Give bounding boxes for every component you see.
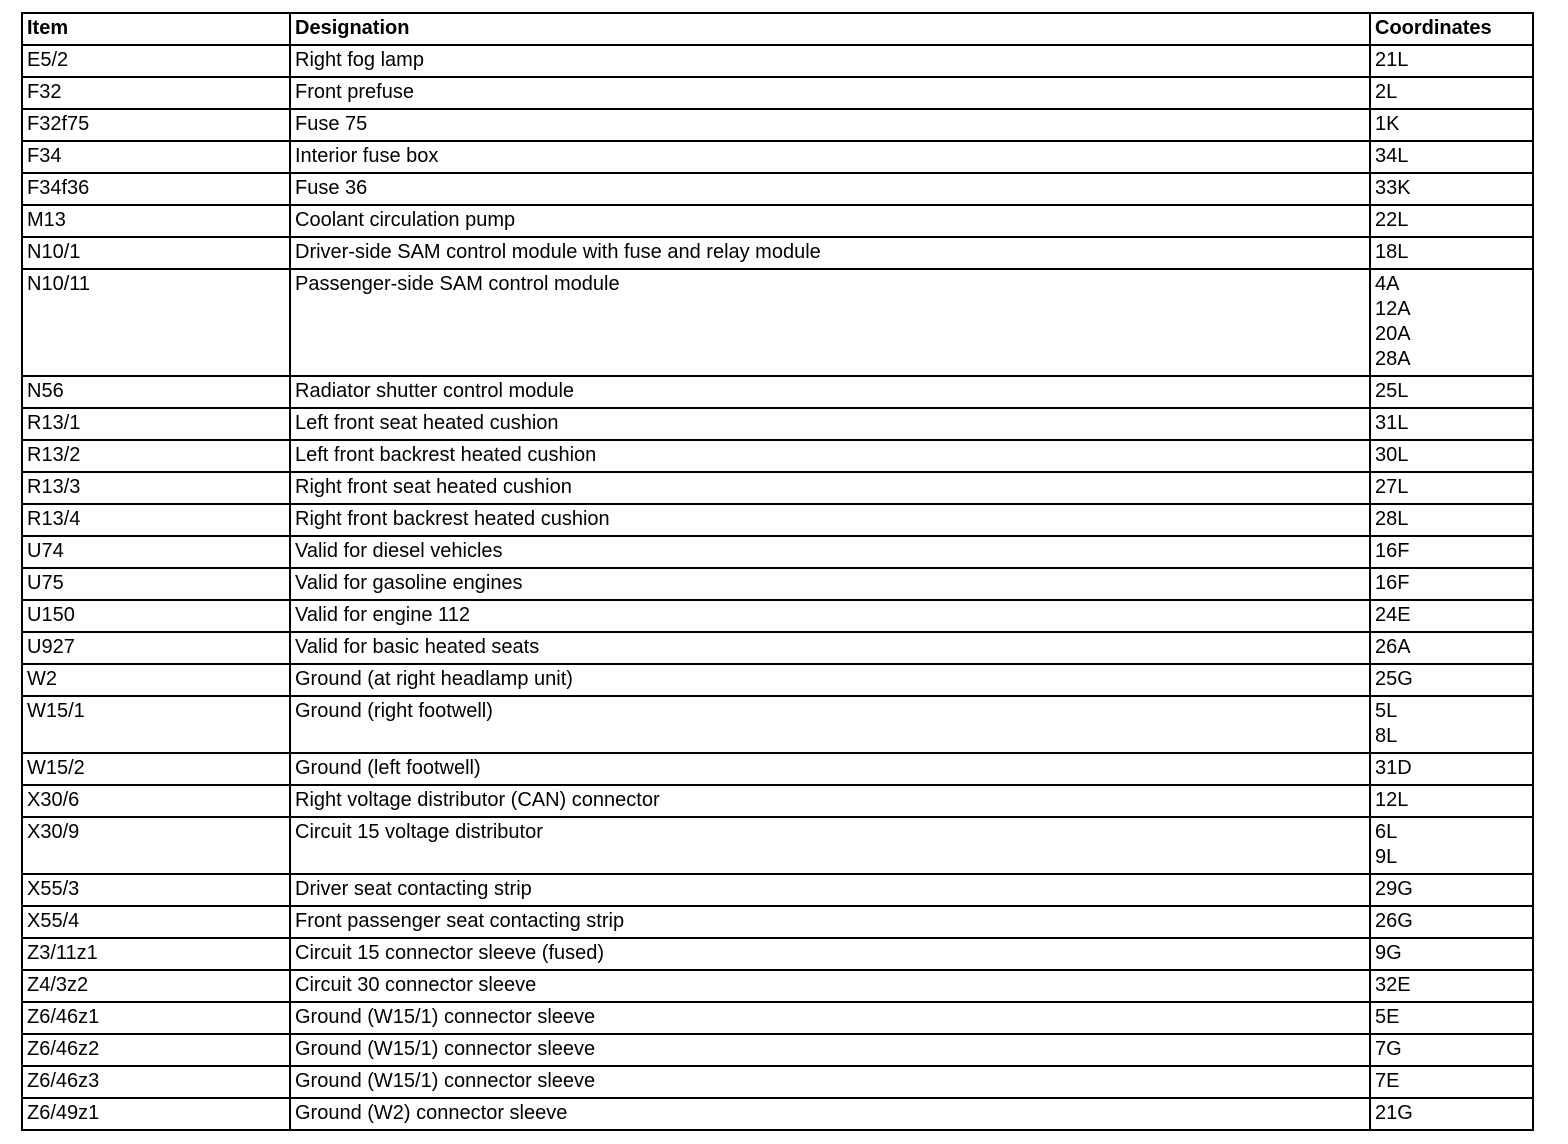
designation-cell: Right front seat heated cushion <box>290 472 1370 504</box>
item-cell: Z6/46z3 <box>22 1066 290 1098</box>
designation-cell: Valid for engine 112 <box>290 600 1370 632</box>
coordinates-cell <box>1370 141 1533 173</box>
item-cell: Z6/46z2 <box>22 1034 290 1066</box>
table-row <box>22 109 1533 141</box>
designation-cell: Ground (W15/1) connector sleeve <box>290 1034 1370 1066</box>
coordinates-cell <box>1370 632 1533 664</box>
coordinate-value: 22L <box>1375 209 1409 231</box>
designation-cell: Circuit 15 connector sleeve (fused) <box>290 938 1370 970</box>
item-cell: X55/4 <box>22 906 290 938</box>
coordinates-cell <box>1370 237 1533 269</box>
coordinate-value: 24E <box>1375 604 1411 626</box>
designation-cell: Driver seat contacting strip <box>290 874 1370 906</box>
designation-cell: Radiator shutter control module <box>290 376 1370 408</box>
designation-cell: Fuse 36 <box>290 173 1370 205</box>
item-cell: F34 <box>22 141 290 173</box>
table-row <box>22 874 1533 906</box>
item-cell: U74 <box>22 536 290 568</box>
table-row <box>22 1066 1533 1098</box>
coordinates-cell <box>1370 109 1533 141</box>
table-header <box>22 13 1533 45</box>
coordinates-cell <box>1370 568 1533 600</box>
coordinate-value: 6L <box>1375 821 1398 843</box>
table-row <box>22 632 1533 664</box>
item-cell: X30/9 <box>22 817 290 874</box>
table-row <box>22 504 1533 536</box>
coordinates-cell <box>1370 600 1533 632</box>
coordinate-value: 20A <box>1375 323 1411 345</box>
item-cell: Z4/3z2 <box>22 970 290 1002</box>
designation-cell: Ground (W15/1) connector sleeve <box>290 1002 1370 1034</box>
designation-cell: Ground (W2) connector sleeve <box>290 1098 1370 1130</box>
item-cell: N56 <box>22 376 290 408</box>
coordinates-cell <box>1370 376 1533 408</box>
coordinate-value: 12L <box>1375 789 1409 811</box>
designation-cell: Interior fuse box <box>290 141 1370 173</box>
coordinate-value: 18L <box>1375 241 1409 263</box>
item-cell: Z3/11z1 <box>22 938 290 970</box>
coordinate-value: 34L <box>1375 145 1409 167</box>
component-legend-table <box>21 12 1534 1131</box>
coordinate-value: 33K <box>1375 177 1411 199</box>
designation-cell: Valid for diesel vehicles <box>290 536 1370 568</box>
item-cell: F32 <box>22 77 290 109</box>
coordinates-cell <box>1370 269 1533 376</box>
table-row <box>22 205 1533 237</box>
coordinate-value: 16F <box>1375 540 1410 562</box>
item-cell: N10/11 <box>22 269 290 376</box>
item-cell: F34f36 <box>22 173 290 205</box>
designation-cell: Ground (W15/1) connector sleeve <box>290 1066 1370 1098</box>
coordinates-cell <box>1370 1034 1533 1066</box>
coordinate-value: 5L <box>1375 700 1398 722</box>
header-item: Item <box>22 13 290 45</box>
designation-cell: Left front backrest heated cushion <box>290 440 1370 472</box>
designation-cell: Right voltage distributor (CAN) connector <box>290 785 1370 817</box>
item-cell: W15/1 <box>22 696 290 753</box>
table-row <box>22 536 1533 568</box>
item-cell: W15/2 <box>22 753 290 785</box>
coordinate-value: 21G <box>1375 1102 1413 1124</box>
item-cell: N10/1 <box>22 237 290 269</box>
coordinate-value: 27L <box>1375 476 1409 498</box>
table-row <box>22 568 1533 600</box>
header-designation: Designation <box>290 13 1370 45</box>
table-row <box>22 753 1533 785</box>
designation-cell: Front passenger seat contacting strip <box>290 906 1370 938</box>
table-row <box>22 472 1533 504</box>
item-cell: R13/4 <box>22 504 290 536</box>
coordinate-value: 4A <box>1375 273 1400 295</box>
table-row <box>22 1002 1533 1034</box>
item-cell: W2 <box>22 664 290 696</box>
designation-cell: Right fog lamp <box>290 45 1370 77</box>
coordinate-value: 1K <box>1375 113 1400 135</box>
table-row <box>22 141 1533 173</box>
table-row <box>22 1098 1533 1130</box>
coordinate-value: 25L <box>1375 380 1409 402</box>
table-row <box>22 817 1533 874</box>
designation-cell: Right front backrest heated cushion <box>290 504 1370 536</box>
table-row <box>22 664 1533 696</box>
coordinates-cell <box>1370 753 1533 785</box>
coordinate-value: 8L <box>1375 725 1398 747</box>
coordinates-cell <box>1370 1066 1533 1098</box>
coordinate-value: 9L <box>1375 846 1398 868</box>
item-cell: M13 <box>22 205 290 237</box>
designation-cell: Valid for gasoline engines <box>290 568 1370 600</box>
item-cell: U150 <box>22 600 290 632</box>
designation-cell: Coolant circulation pump <box>290 205 1370 237</box>
coordinate-value: 7E <box>1375 1070 1400 1092</box>
item-cell: E5/2 <box>22 45 290 77</box>
designation-cell: Valid for basic heated seats <box>290 632 1370 664</box>
designation-cell: Circuit 30 connector sleeve <box>290 970 1370 1002</box>
designation-cell: Ground (at right headlamp unit) <box>290 664 1370 696</box>
coordinates-cell <box>1370 77 1533 109</box>
coordinate-value: 28A <box>1375 348 1411 370</box>
designation-cell: Left front seat heated cushion <box>290 408 1370 440</box>
coordinates-cell <box>1370 504 1533 536</box>
item-cell: R13/3 <box>22 472 290 504</box>
table-row <box>22 1034 1533 1066</box>
item-cell: X30/6 <box>22 785 290 817</box>
coordinates-cell <box>1370 874 1533 906</box>
table-row <box>22 77 1533 109</box>
table-row <box>22 269 1533 376</box>
coordinates-cell <box>1370 205 1533 237</box>
coordinate-value: 16F <box>1375 572 1410 594</box>
item-cell: F32f75 <box>22 109 290 141</box>
table-row <box>22 45 1533 77</box>
coordinates-cell <box>1370 1002 1533 1034</box>
table-row <box>22 906 1533 938</box>
coordinate-value: 2L <box>1375 81 1398 103</box>
coordinates-cell <box>1370 408 1533 440</box>
coordinates-cell <box>1370 785 1533 817</box>
coordinate-value: 28L <box>1375 508 1409 530</box>
coordinate-value: 30L <box>1375 444 1409 466</box>
table-row <box>22 237 1533 269</box>
coordinates-cell <box>1370 472 1533 504</box>
designation-cell: Driver-side SAM control module with fuse and relay module <box>290 237 1370 269</box>
coordinate-value: 31L <box>1375 412 1409 434</box>
coordinate-value: 26G <box>1375 910 1413 932</box>
table-row <box>22 376 1533 408</box>
table-row <box>22 600 1533 632</box>
coordinates-cell <box>1370 440 1533 472</box>
item-cell: X55/3 <box>22 874 290 906</box>
designation-cell: Ground (left footwell) <box>290 753 1370 785</box>
designation-cell: Front prefuse <box>290 77 1370 109</box>
item-cell: Z6/46z1 <box>22 1002 290 1034</box>
item-cell: R13/2 <box>22 440 290 472</box>
coordinate-value: 21L <box>1375 49 1409 71</box>
coordinate-value: 29G <box>1375 878 1413 900</box>
table-row <box>22 696 1533 753</box>
designation-cell: Fuse 75 <box>290 109 1370 141</box>
coordinates-cell <box>1370 938 1533 970</box>
table-row <box>22 785 1533 817</box>
coordinate-value: 31D <box>1375 757 1412 779</box>
coordinate-value: 5E <box>1375 1006 1400 1028</box>
table-row <box>22 173 1533 205</box>
coordinate-value: 25G <box>1375 668 1413 690</box>
coordinates-cell <box>1370 173 1533 205</box>
coordinates-cell <box>1370 536 1533 568</box>
table-row <box>22 938 1533 970</box>
coordinates-cell <box>1370 696 1533 753</box>
coordinate-value: 32E <box>1375 974 1411 996</box>
header-row <box>22 13 1533 45</box>
designation-cell: Circuit 15 voltage distributor <box>290 817 1370 874</box>
designation-cell: Passenger-side SAM control module <box>290 269 1370 376</box>
coordinates-cell <box>1370 664 1533 696</box>
coordinates-cell <box>1370 906 1533 938</box>
item-cell: U75 <box>22 568 290 600</box>
coordinates-cell <box>1370 970 1533 1002</box>
coordinates-cell <box>1370 1098 1533 1130</box>
designation-cell: Ground (right footwell) <box>290 696 1370 753</box>
coordinate-value: 26A <box>1375 636 1411 658</box>
coordinate-value: 9G <box>1375 942 1402 964</box>
table-row <box>22 408 1533 440</box>
table-row <box>22 970 1533 1002</box>
coordinate-value: 12A <box>1375 298 1411 320</box>
coordinates-cell <box>1370 817 1533 874</box>
coordinates-cell <box>1370 45 1533 77</box>
table-body <box>22 45 1533 1130</box>
item-cell: Z6/49z1 <box>22 1098 290 1130</box>
item-cell: U927 <box>22 632 290 664</box>
header-coordinates: Coordinates <box>1370 13 1533 45</box>
coordinate-value: 7G <box>1375 1038 1402 1060</box>
table-row <box>22 440 1533 472</box>
item-cell: R13/1 <box>22 408 290 440</box>
